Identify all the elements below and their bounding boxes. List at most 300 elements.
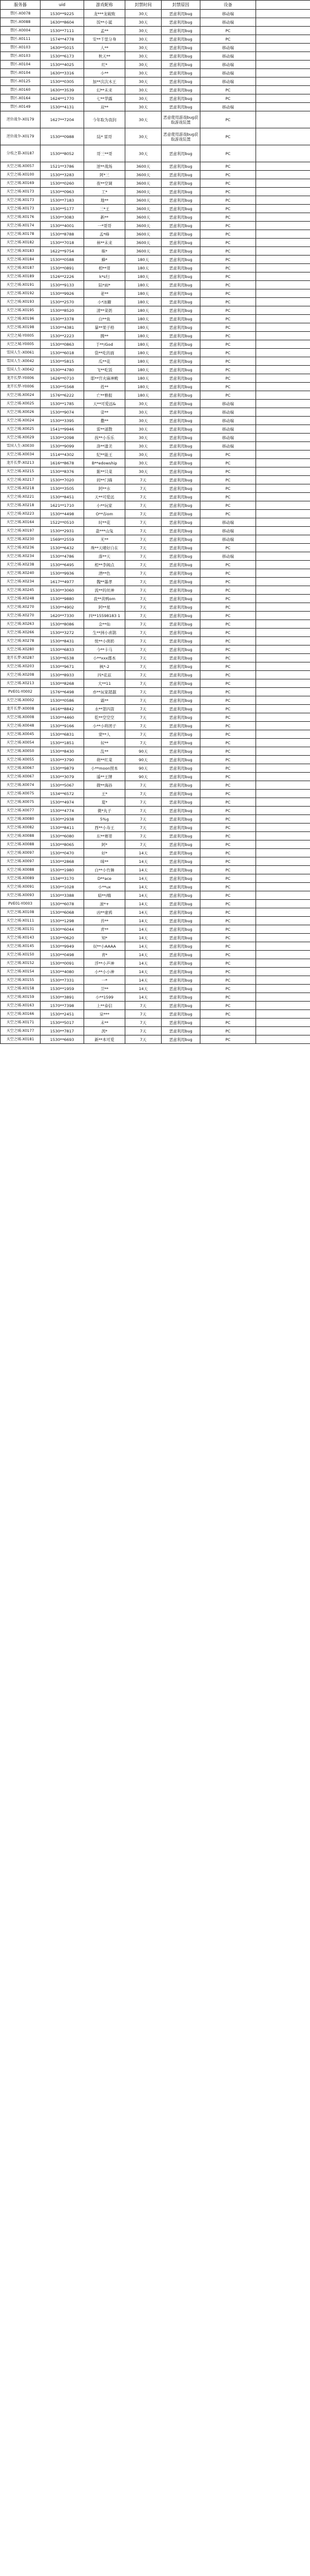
cell-ban-duration: 3600天 bbox=[125, 222, 162, 230]
cell-ban-duration: 180天 bbox=[125, 315, 162, 323]
cell-ban-reason: 恶意利用bug bbox=[162, 44, 200, 52]
cell-blank bbox=[256, 688, 310, 696]
table-row bbox=[1, 61, 310, 69]
cell-nickname: D**ace bbox=[84, 874, 125, 883]
cell-ban-duration: 3600天 bbox=[125, 179, 162, 188]
cell-server: 天空之城-X0196 bbox=[1, 315, 41, 323]
cell-nickname: 白**鱼 bbox=[84, 315, 125, 323]
cell-uid: 1530**8268 bbox=[41, 679, 84, 688]
cell-blank bbox=[256, 756, 310, 764]
cell-blank bbox=[256, 654, 310, 662]
cell-device: PC bbox=[200, 807, 256, 815]
cell-blank bbox=[256, 230, 310, 239]
cell-server: 天空之城-X0045 bbox=[1, 730, 41, 739]
cell-nickname: 饭**小鲨 bbox=[84, 18, 125, 27]
cell-blank bbox=[256, 61, 310, 69]
cell-server: 天空之城-X0191 bbox=[1, 281, 41, 289]
cell-ban-duration: 7天 bbox=[125, 646, 162, 654]
cell-device: PC bbox=[200, 366, 256, 374]
cell-blank bbox=[256, 222, 310, 230]
table-row bbox=[1, 900, 310, 908]
cell-ban-reason: 恶意利用bug bbox=[162, 78, 200, 86]
cell-nickname: 萌**红菜 bbox=[84, 756, 125, 764]
cell-ban-reason: 恶意利用bug bbox=[162, 408, 200, 417]
cell-server: 天空之城-X0173 bbox=[1, 205, 41, 213]
cell-ban-reason: 恶意利用bug bbox=[162, 493, 200, 501]
cell-nickname: 暗**/嗨 bbox=[84, 891, 125, 900]
cell-ban-duration: 7天 bbox=[125, 739, 162, 747]
table-row bbox=[1, 417, 310, 425]
cell-blank bbox=[256, 52, 310, 61]
cell-ban-reason: 恶意利用bug bbox=[162, 289, 200, 298]
cell-uid: 1530**2223 bbox=[41, 332, 84, 340]
cell-blank bbox=[256, 849, 310, 857]
cell-blank bbox=[256, 535, 310, 544]
cell-uid: 1530**0091 bbox=[41, 959, 84, 968]
cell-ban-duration: 7天 bbox=[125, 654, 162, 662]
cell-uid: 1530**0863 bbox=[41, 340, 84, 349]
cell-device: PC bbox=[200, 747, 256, 756]
cell-device: 移动端 bbox=[200, 10, 256, 18]
cell-ban-duration: 7天 bbox=[125, 790, 162, 798]
cell-ban-reason: 恶意利用bug bbox=[162, 442, 200, 451]
cell-device: PC bbox=[200, 205, 256, 213]
cell-device: PC bbox=[200, 696, 256, 705]
cell-ban-duration: 14天 bbox=[125, 908, 162, 917]
cell-ban-duration: 7天 bbox=[125, 705, 162, 713]
cell-device: PC bbox=[200, 1035, 256, 1044]
cell-ban-duration: 90天 bbox=[125, 764, 162, 773]
table-row bbox=[1, 739, 310, 747]
cell-blank bbox=[256, 18, 310, 27]
cell-blank bbox=[256, 374, 310, 383]
cell-nickname: 间**门喵 bbox=[84, 476, 125, 484]
cell-blank bbox=[256, 451, 310, 459]
cell-nickname: 苔** bbox=[84, 917, 125, 925]
cell-ban-duration: 30天 bbox=[125, 10, 162, 18]
table-row bbox=[1, 705, 310, 713]
cell-nickname: 小**1599 bbox=[84, 993, 125, 1002]
cell-uid: 1530**4974 bbox=[41, 798, 84, 807]
cell-nickname: 小*冰糖 bbox=[84, 298, 125, 306]
cell-ban-reason: 恶意利用bug bbox=[162, 764, 200, 773]
cell-server: 天空之城-X0075 bbox=[1, 798, 41, 807]
cell-uid: 1530**8065 bbox=[41, 841, 84, 849]
cell-ban-reason: 恶意利用bug bbox=[162, 349, 200, 357]
cell-uid: 1530**8431 bbox=[41, 637, 84, 646]
cell-nickname: 大**11 bbox=[84, 679, 125, 688]
cell-device: PC bbox=[200, 773, 256, 781]
cell-server: 天空之城-X0048 bbox=[1, 722, 41, 730]
cell-device: PC bbox=[200, 866, 256, 874]
cell-ban-reason: 恶意利用bug bbox=[162, 620, 200, 629]
cell-ban-duration: 7天 bbox=[125, 620, 162, 629]
table-row bbox=[1, 145, 310, 162]
cell-server: 天空之城-X0163 bbox=[1, 1002, 41, 1010]
cell-ban-duration: 3600天 bbox=[125, 239, 162, 247]
cell-uid: 1570**7398 bbox=[41, 1002, 84, 1010]
table-row bbox=[1, 824, 310, 832]
cell-device: PC bbox=[200, 679, 256, 688]
cell-blank bbox=[256, 730, 310, 739]
cell-ban-duration: 30天 bbox=[125, 61, 162, 69]
cell-server: 禁区-X0104 bbox=[1, 61, 41, 69]
cell-nickname: 老** bbox=[84, 289, 125, 298]
cell-device: PC bbox=[200, 357, 256, 366]
cell-device: 移动端 bbox=[200, 518, 256, 527]
cell-device: PC bbox=[200, 501, 256, 510]
cell-uid: 1530**7331 bbox=[41, 976, 84, 985]
cell-nickname: 水**第四箭 bbox=[84, 705, 125, 713]
table-row bbox=[1, 917, 310, 925]
table-row bbox=[1, 111, 310, 128]
cell-uid: 1530**9879 bbox=[41, 764, 84, 773]
cell-ban-reason: 恶意利用bug bbox=[162, 773, 200, 781]
cell-blank bbox=[256, 340, 310, 349]
cell-ban-reason: 恶意利用bug bbox=[162, 578, 200, 586]
cell-uid: 1530**7111 bbox=[41, 27, 84, 35]
cell-server: 天空之城-X0218 bbox=[1, 484, 41, 493]
cell-blank bbox=[256, 510, 310, 518]
cell-ban-reason: 恶意利用bug bbox=[162, 815, 200, 824]
cell-uid: 1530**9133 bbox=[41, 281, 84, 289]
table-row bbox=[1, 78, 310, 86]
cell-server: 天空之城-X0174 bbox=[1, 222, 41, 230]
cell-device: PC bbox=[200, 849, 256, 857]
cell-server: 天空之城-X0145 bbox=[1, 942, 41, 951]
ban-list-table bbox=[0, 0, 310, 1044]
cell-device: PC bbox=[200, 900, 256, 908]
cell-nickname: 小**小小神 bbox=[84, 968, 125, 976]
cell-blank bbox=[256, 518, 310, 527]
table-row bbox=[1, 298, 310, 306]
cell-nickname: 金**仙 bbox=[84, 620, 125, 629]
cell-uid: 1630**5015 bbox=[41, 44, 84, 52]
cell-ban-duration: 180天 bbox=[125, 391, 162, 400]
cell-ban-reason: 恶意利用bug bbox=[162, 891, 200, 900]
cell-device: 移动端 bbox=[200, 103, 256, 111]
cell-blank bbox=[256, 1027, 310, 1035]
cell-blank bbox=[256, 171, 310, 179]
cell-nickname: 红* bbox=[84, 61, 125, 69]
cell-server: 天空之城-X0143 bbox=[1, 934, 41, 942]
table-row bbox=[1, 629, 310, 637]
cell-server: 天空之城-X0238 bbox=[1, 561, 41, 569]
cell-ban-reason: 恶意利用bug bbox=[162, 256, 200, 264]
cell-ban-reason: 恶意利用bug bbox=[162, 162, 200, 171]
cell-nickname: 龙***龙破败 bbox=[84, 10, 125, 18]
cell-blank bbox=[256, 44, 310, 52]
cell-nickname: 咪* bbox=[84, 247, 125, 256]
cell-device: PC bbox=[200, 883, 256, 891]
cell-ban-reason: 恶意利用bug bbox=[162, 722, 200, 730]
cell-ban-reason: 恶意利用bug bbox=[162, 27, 200, 35]
cell-ban-reason: 恶意利用bug bbox=[162, 281, 200, 289]
cell-ban-duration: 3600天 bbox=[125, 171, 162, 179]
cell-nickname: 时**花 bbox=[84, 518, 125, 527]
cell-uid: 1530**6495 bbox=[41, 561, 84, 569]
cell-ban-duration: 7天 bbox=[125, 544, 162, 552]
cell-ban-reason: 恶意利用bug bbox=[162, 400, 200, 408]
cell-ban-reason: 恶意利用bug bbox=[162, 18, 200, 27]
cell-uid: 1530**6538 bbox=[41, 654, 84, 662]
cell-uid: 1530**3079 bbox=[41, 773, 84, 781]
cell-ban-duration: 7天 bbox=[125, 493, 162, 501]
cell-nickname: 一* bbox=[84, 976, 125, 985]
cell-device: PC bbox=[200, 959, 256, 968]
cell-server: 天空之城-X0173 bbox=[1, 188, 41, 196]
cell-nickname: 阿* bbox=[84, 841, 125, 849]
cell-server: PVE01-Y0003 bbox=[1, 900, 41, 908]
table-row bbox=[1, 332, 310, 340]
table-row bbox=[1, 86, 310, 94]
cell-server: 天空之城-Y0005 bbox=[1, 340, 41, 349]
cell-uid: 1530**3388 bbox=[41, 891, 84, 900]
cell-ban-reason: 恶意利用bug bbox=[162, 247, 200, 256]
cell-blank bbox=[256, 94, 310, 103]
cell-blank bbox=[256, 620, 310, 629]
cell-ban-duration: 180天 bbox=[125, 264, 162, 272]
cell-ban-reason: 恶意利用bug bbox=[162, 332, 200, 340]
cell-nickname: 孟*峰 bbox=[84, 230, 125, 239]
cell-blank bbox=[256, 578, 310, 586]
table-row bbox=[1, 807, 310, 815]
cell-ban-duration: 14天 bbox=[125, 883, 162, 891]
cell-blank bbox=[256, 145, 310, 162]
cell-ban-duration: 7天 bbox=[125, 815, 162, 824]
cell-uid: 1530**8411 bbox=[41, 824, 84, 832]
cell-nickname: 浮**小芦神 bbox=[84, 959, 125, 968]
cell-server: 天空之城-X0111 bbox=[1, 917, 41, 925]
cell-uid: 1530**3060 bbox=[41, 586, 84, 595]
cell-nickname: 小**moon照本 bbox=[84, 764, 125, 773]
cell-ban-reason: 恶意利用bug bbox=[162, 654, 200, 662]
cell-server: 天空之城-X0181 bbox=[1, 1035, 41, 1044]
cell-device: PC bbox=[200, 222, 256, 230]
cell-device: 移动端 bbox=[200, 18, 256, 27]
cell-device: PC bbox=[200, 459, 256, 467]
cell-ban-reason: 恶意利用bug bbox=[162, 1019, 200, 1027]
cell-ban-duration: 7天 bbox=[125, 637, 162, 646]
cell-nickname: 旁** bbox=[84, 408, 125, 417]
table-row bbox=[1, 247, 310, 256]
cell-ban-duration: 7天 bbox=[125, 730, 162, 739]
cell-ban-reason: 恶意利用bug bbox=[162, 315, 200, 323]
cell-uid: 1530**0963 bbox=[41, 188, 84, 196]
cell-ban-reason: 恶意利用bug bbox=[162, 646, 200, 654]
cell-ban-reason: 恶意利用bug bbox=[162, 535, 200, 544]
cell-uid: 1521**3786 bbox=[41, 162, 84, 171]
cell-ban-reason: 恶意使用游戏bug获取游戏装置 bbox=[162, 128, 200, 145]
cell-ban-duration: 14天 bbox=[125, 874, 162, 883]
cell-blank bbox=[256, 807, 310, 815]
table-row bbox=[1, 662, 310, 671]
table-row bbox=[1, 501, 310, 510]
cell-device: PC bbox=[200, 756, 256, 764]
cell-device: PC bbox=[200, 171, 256, 179]
cell-nickname: 亦**玩家超越 bbox=[84, 688, 125, 696]
table-row bbox=[1, 908, 310, 917]
cell-blank bbox=[256, 289, 310, 298]
cell-server: 天空之城-X0169 bbox=[1, 179, 41, 188]
cell-nickname: 小**ux bbox=[84, 883, 125, 891]
cell-blank bbox=[256, 696, 310, 705]
cell-blank bbox=[256, 315, 310, 323]
cell-blank bbox=[256, 281, 310, 289]
cell-blank bbox=[256, 400, 310, 408]
table-row bbox=[1, 162, 310, 171]
cell-ban-reason: 恶意利用bug bbox=[162, 527, 200, 535]
cell-uid: 1530**2451 bbox=[41, 1010, 84, 1019]
cell-server: 天空之城-X0166 bbox=[1, 1010, 41, 1019]
cell-uid: 1530**0470 bbox=[41, 849, 84, 857]
cell-ban-duration: 30天 bbox=[125, 442, 162, 451]
cell-uid: 1530**2931 bbox=[41, 527, 84, 535]
table-row bbox=[1, 841, 310, 849]
cell-blank bbox=[256, 459, 310, 467]
table-row bbox=[1, 849, 310, 857]
cell-ban-reason: 恶意利用bug bbox=[162, 52, 200, 61]
cell-blank bbox=[256, 239, 310, 247]
cell-nickname: 泉*** bbox=[84, 1010, 125, 1019]
cell-nickname: 东**赛哥 bbox=[84, 832, 125, 841]
cell-blank bbox=[256, 764, 310, 773]
cell-ban-duration: 7天 bbox=[125, 688, 162, 696]
cell-server: 天空之城-X0183 bbox=[1, 247, 41, 256]
cell-device: PC bbox=[200, 612, 256, 620]
cell-blank bbox=[256, 747, 310, 756]
cell-uid: 1530**0305 bbox=[41, 78, 84, 86]
cell-server: 天空之城-X0218 bbox=[1, 501, 41, 510]
cell-ban-duration: 3600天 bbox=[125, 162, 162, 171]
cell-ban-duration: 7天 bbox=[125, 671, 162, 679]
table-row bbox=[1, 315, 310, 323]
cell-nickname: 未** bbox=[84, 1019, 125, 1027]
cell-uid: 1530**9949 bbox=[41, 942, 84, 951]
cell-uid: 1530**2868 bbox=[41, 857, 84, 866]
cell-nickname: 相**哥 bbox=[84, 264, 125, 272]
cell-server: 天空之城-X0193 bbox=[1, 298, 41, 306]
cell-blank bbox=[256, 705, 310, 713]
cell-blank bbox=[256, 561, 310, 569]
cell-ban-duration: 180天 bbox=[125, 256, 162, 264]
cell-blank bbox=[256, 968, 310, 976]
cell-ban-reason: 恶意利用bug bbox=[162, 807, 200, 815]
table-row bbox=[1, 544, 310, 552]
cell-server: 天空之城-X0195 bbox=[1, 306, 41, 315]
cell-server: 禁区-X0088 bbox=[1, 18, 41, 27]
cell-blank bbox=[256, 959, 310, 968]
cell-uid: 1617**4977 bbox=[41, 578, 84, 586]
cell-device: PC bbox=[200, 705, 256, 713]
cell-uid: 1627**7204 bbox=[41, 111, 84, 128]
cell-server: 天空之城-X0234 bbox=[1, 552, 41, 561]
cell-blank bbox=[256, 10, 310, 18]
cell-device: PC bbox=[200, 451, 256, 459]
table-row bbox=[1, 323, 310, 332]
cell-ban-reason: 恶意利用bug bbox=[162, 383, 200, 391]
cell-uid: 1534**6572 bbox=[41, 790, 84, 798]
cell-uid: 1530**4786 bbox=[41, 552, 84, 561]
header-server: 服务器 bbox=[1, 1, 41, 10]
cell-uid: 1530**4025 bbox=[41, 61, 84, 69]
cell-uid: 1530**5177 bbox=[41, 205, 84, 213]
cell-server: 天空之城-X0152 bbox=[1, 959, 41, 968]
cell-blank bbox=[256, 595, 310, 603]
cell-server: 天空之城-X0100 bbox=[1, 171, 41, 179]
cell-ban-duration: 7天 bbox=[125, 841, 162, 849]
cell-ban-reason: 恶意利用bug bbox=[162, 391, 200, 400]
cell-blank bbox=[256, 612, 310, 620]
cell-server: 天空之城-X0067 bbox=[1, 773, 41, 781]
cell-server: 天空之城-X0182 bbox=[1, 239, 41, 247]
cell-ban-duration: 7天 bbox=[125, 798, 162, 807]
cell-nickname: 白**小竹舞 bbox=[84, 866, 125, 874]
cell-device: PC bbox=[200, 934, 256, 942]
cell-blank bbox=[256, 1035, 310, 1044]
cell-server: 天空之城-X0067 bbox=[1, 764, 41, 773]
cell-nickname: 陈**只菜 bbox=[84, 467, 125, 476]
cell-server: 天空之城-X0025 bbox=[1, 400, 41, 408]
cell-uid: 1530**7817 bbox=[41, 1027, 84, 1035]
cell-nickname: 卫** bbox=[84, 985, 125, 993]
cell-nickname: 天**可爱远 bbox=[84, 493, 125, 501]
table-row bbox=[1, 747, 310, 756]
cell-server: 天空之城-X0024 bbox=[1, 417, 41, 425]
table-row bbox=[1, 510, 310, 518]
cell-device: PC bbox=[200, 569, 256, 578]
cell-device: PC bbox=[200, 815, 256, 824]
cell-uid: 1541**9946 bbox=[41, 425, 84, 434]
cell-nickname: 耶**宫火麻神殿 bbox=[84, 374, 125, 383]
cell-device: PC bbox=[200, 493, 256, 501]
cell-server: 天空之城-X0008 bbox=[1, 713, 41, 722]
cell-server: 天空之城-X0054 bbox=[1, 739, 41, 747]
cell-nickname: 滚*+ bbox=[84, 900, 125, 908]
cell-device: PC bbox=[200, 620, 256, 629]
cell-device: PC bbox=[200, 824, 256, 832]
cell-device: 移动端 bbox=[200, 400, 256, 408]
table-row bbox=[1, 569, 310, 578]
table-row bbox=[1, 349, 310, 357]
cell-blank bbox=[256, 679, 310, 688]
cell-blank bbox=[256, 349, 310, 357]
table-row bbox=[1, 764, 310, 773]
cell-ban-reason: 恶意利用bug bbox=[162, 544, 200, 552]
cell-uid: 1530**0260 bbox=[41, 179, 84, 188]
table-row bbox=[1, 128, 310, 145]
table-row bbox=[1, 10, 310, 18]
cell-ban-duration: 7天 bbox=[125, 824, 162, 832]
cell-device: PC bbox=[200, 391, 256, 400]
cell-server: 雪国人生-X0042 bbox=[1, 366, 41, 374]
cell-device: PC bbox=[200, 323, 256, 332]
cell-device: PC bbox=[200, 857, 256, 866]
cell-nickname: 袋**吃的面 bbox=[84, 349, 125, 357]
cell-ban-reason: 恶意利用bug bbox=[162, 942, 200, 951]
cell-device: PC bbox=[200, 993, 256, 1002]
cell-ban-duration: 7天 bbox=[125, 713, 162, 722]
table-row bbox=[1, 230, 310, 239]
cell-uid: 1530**6432 bbox=[41, 544, 84, 552]
table-row bbox=[1, 620, 310, 629]
cell-ban-duration: 3600天 bbox=[125, 230, 162, 239]
header-ban-duration: 封禁时间 bbox=[125, 1, 162, 10]
cell-blank bbox=[256, 798, 310, 807]
table-row bbox=[1, 264, 310, 272]
table-row bbox=[1, 603, 310, 612]
cell-blank bbox=[256, 942, 310, 951]
